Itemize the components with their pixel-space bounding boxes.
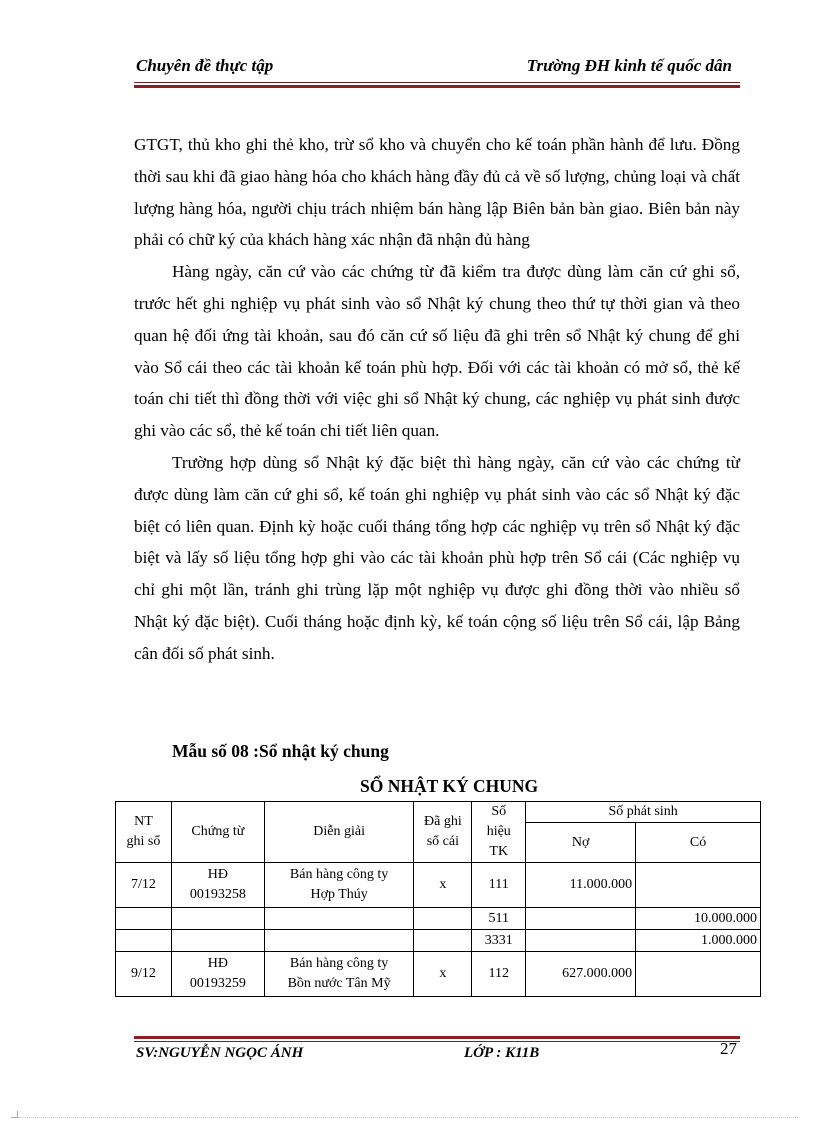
cell-co xyxy=(636,952,761,997)
header-rule-thin xyxy=(134,82,740,83)
cell-no xyxy=(526,930,636,952)
header-so-hieu-tk: Số hiệu TK xyxy=(472,802,526,863)
cell-chung-tu: HĐ 00193258 xyxy=(171,863,264,908)
cell-dien-giai: Bán hàng công ty Hợp Thúy xyxy=(264,863,414,908)
table-row xyxy=(116,952,761,997)
table-row xyxy=(116,863,761,908)
cell-dien-giai xyxy=(264,908,414,930)
page-bottom-border xyxy=(18,1117,798,1118)
table-row xyxy=(116,930,761,952)
cell-dien-giai xyxy=(264,930,414,952)
cell-nt xyxy=(116,930,172,952)
cell-co: 10.000.000 xyxy=(636,908,761,930)
header-nt-ghi-so: NT ghi sổ xyxy=(116,802,172,863)
figure-caption: Mẫu số 08 :Sổ nhật ký chung xyxy=(172,741,389,761)
cell-no xyxy=(526,908,636,930)
header-left-title: Chuyên đề thực tập xyxy=(136,56,274,75)
header-no: Nợ xyxy=(526,823,636,863)
header-co: Có xyxy=(636,823,761,863)
cell-nt: 9/12 xyxy=(116,952,172,997)
journal-table xyxy=(115,801,761,997)
cell-no: 627.000.000 xyxy=(526,952,636,997)
paragraph: Hàng ngày, căn cứ vào các chứng từ đã kiểm tra được dùng làm căn cứ ghi sổ, trước hết ghi nghiệp vụ phát sinh vào sổ Nhật ký chung theo thứ tự thời gian và theo quan hệ đối ứng tài khoản, sau đó căn cứ số liệu đã ghi trên sổ Nhật ký chung để ghi vào Sổ cái theo các tài khoản kế toán phù hợp. Đối với các tài khoản có mở sổ, thẻ kế toán chi tiết thì đồng thời với việc ghi sổ Nhật ký chung, các nghiệp vụ phát sinh được ghi vào các sổ, thẻ kế toán chi tiết liên quan. xyxy=(134,262,740,441)
table-row xyxy=(116,908,761,930)
cell-tk: 112 xyxy=(472,952,526,997)
paragraph: Trường hợp dùng sổ Nhật ký đặc biệt thì hàng ngày, căn cứ vào các chứng từ được dùng làm căn cứ ghi sổ, kế toán ghi nghiệp vụ phát sinh vào các sổ Nhật ký đặc biệt có liên quan. Định kỳ hoặc cuối tháng tổng hợp các nghiệp vụ trên sổ Nhật ký đặc biệt và lấy số liệu tổng hợp ghi vào các tài khoản phù hợp trên Sổ cái (Các nghiệp vụ chỉ ghi một lần, tránh ghi trùng lặp một nghiệp vụ được ghi đồng thời vào nhiều sổ Nhật ký đặc biệt). Cuối tháng hoặc định kỳ, kế toán cộng số liệu trên Sổ cái, lập Bảng cân đối số phát sinh. xyxy=(134,452,740,663)
header-chung-tu: Chứng từ xyxy=(171,802,264,863)
table-header-row xyxy=(116,802,761,823)
cell-nt: 7/12 xyxy=(116,863,172,908)
header-dien-giai: Diễn giải xyxy=(264,802,414,863)
footer-class: LỚP : K11B xyxy=(464,1045,540,1061)
cell-da-ghi: x xyxy=(414,952,472,997)
header-right-title: Trường ĐH kinh tế quốc dân xyxy=(526,56,732,75)
cell-chung-tu xyxy=(171,930,264,952)
header-so-phat-sinh: Số phát sinh xyxy=(526,802,761,823)
cell-tk: 511 xyxy=(472,908,526,930)
footer-rule-thin xyxy=(134,1041,740,1042)
cell-no: 11.000.000 xyxy=(526,863,636,908)
cell-dien-giai: Bán hàng công ty Bồn nước Tân Mỹ xyxy=(264,952,414,997)
page-corner-mark xyxy=(11,1111,18,1118)
footer-student: SV:NGUYỄN NGỌC ÁNH xyxy=(136,1045,304,1061)
paragraph: GTGT, thủ kho ghi thẻ kho, trừ sổ kho và chuyển cho kế toán phần hành để lưu. Đồng thời sau khi đã giao hàng hóa cho khách hàng đầy đủ cả về số lượng, chủng loại và chất lượng hàng hóa, người chịu trách nhiệm bán hàng lập Biên bản bàn giao. Biên bản này phải có chữ ký của khách hàng xác nhận đã nhận đủ hàng xyxy=(134,135,740,250)
cell-da-ghi xyxy=(414,908,472,930)
cell-chung-tu: HĐ 00193259 xyxy=(171,952,264,997)
page-footer xyxy=(134,1043,740,1067)
table-title: SỔ NHẬT KÝ CHUNG xyxy=(360,776,539,796)
body-text xyxy=(134,129,740,670)
cell-co xyxy=(636,863,761,908)
cell-tk: 111 xyxy=(472,863,526,908)
cell-da-ghi: x xyxy=(414,863,472,908)
cell-co: 1.000.000 xyxy=(636,930,761,952)
cell-tk: 3331 xyxy=(472,930,526,952)
footer-rule-thick xyxy=(134,1036,740,1039)
page-header xyxy=(134,56,740,80)
header-rule-thick xyxy=(134,85,740,88)
page-number: 27 xyxy=(720,1039,737,1058)
cell-chung-tu xyxy=(171,908,264,930)
header-da-ghi-so-cai: Đã ghi sổ cái xyxy=(414,802,472,863)
cell-nt xyxy=(116,908,172,930)
cell-da-ghi xyxy=(414,930,472,952)
